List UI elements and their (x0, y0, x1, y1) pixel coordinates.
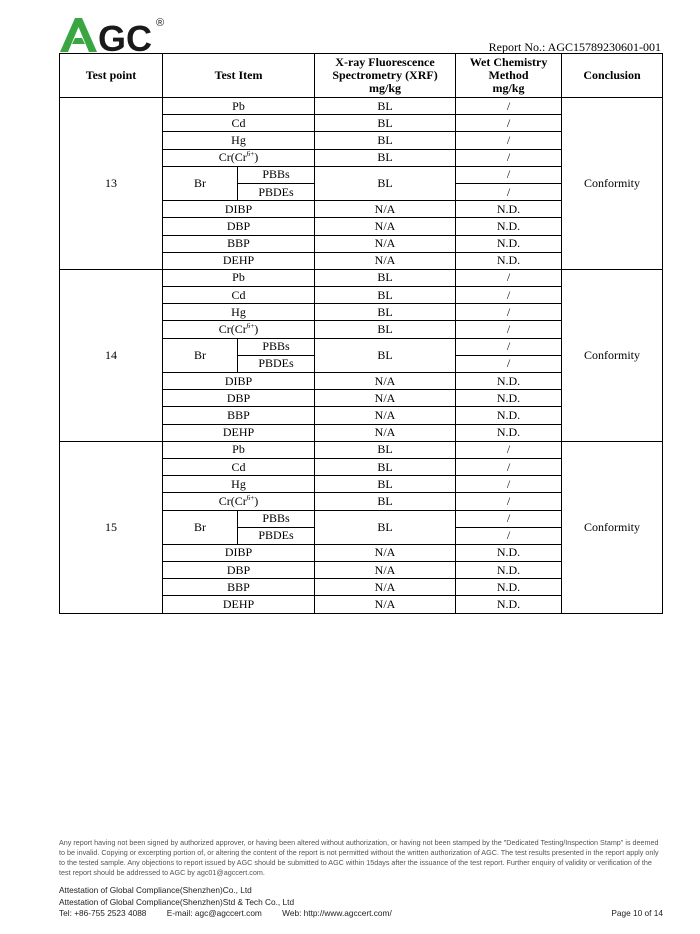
test-results-table (59, 53, 663, 614)
test-item-cell: Cd (163, 115, 315, 132)
page-number: Page 10 of 14 (611, 908, 663, 918)
br-sub-item-cell: PBDEs (238, 183, 315, 200)
xrf-cell: N/A (315, 218, 456, 235)
conclusion-cell: Conformity (562, 98, 663, 270)
wet-cell: / (456, 269, 562, 286)
wet-cell: / (456, 166, 562, 183)
xrf-cell: BL (315, 304, 456, 321)
test-point-group-13 (60, 98, 663, 270)
footer-tel: Tel: +86-755 2523 4088 (59, 908, 147, 918)
wet-cell: N.D. (456, 252, 562, 269)
wet-cell: / (456, 476, 562, 493)
br-label-cell: Br (163, 338, 238, 372)
xrf-cell: N/A (315, 407, 456, 424)
test-item-cell: DEHP (163, 596, 315, 613)
test-item-cell: Pb (163, 441, 315, 458)
wet-cell: N.D. (456, 596, 562, 613)
wet-cell: N.D. (456, 544, 562, 561)
xrf-cell: N/A (315, 424, 456, 441)
xrf-cell: N/A (315, 235, 456, 252)
wet-cell: / (456, 458, 562, 475)
wet-cell: / (456, 304, 562, 321)
xrf-cell: BL (315, 115, 456, 132)
footer-disclaimer: Any report having not been signed by authorized approver, or having been altered without authorization, or having not been stamped by the "Dedicated Testing/Inspection Stamp" is deemed to be invalid. Copying or excerpting portion of, or altering the content of the report is not permitted without the written authorization of AGC. The test results presented in the report apply only to the tested sample. Any objections to report issued by AGC should be submitted to AGC within 15days after the issuance of the test report. Further enquiry of validity or verification of the test report should be addressed to AGC by agc01@agccert.com. (59, 838, 659, 877)
company-name-2: Attestation of Global Compliance(Shenzhen)Std & Tech Co., Ltd (59, 896, 295, 907)
xrf-cell: BL (315, 166, 456, 200)
wet-cell: N.D. (456, 407, 562, 424)
test-item-cell: Cd (163, 287, 315, 304)
xrf-cell: BL (315, 287, 456, 304)
logo-registered-mark: ® (156, 17, 165, 29)
test-item-cell: DEHP (163, 252, 315, 269)
test-item-cell: DIBP (163, 544, 315, 561)
br-sub-item-cell: PBBs (238, 510, 315, 527)
header-xrf: X-ray Fluorescence Spectrometry (XRF) mg/kg (315, 54, 456, 98)
test-item-cell: DIBP (163, 201, 315, 218)
wet-cell: / (456, 527, 562, 544)
footer-attestation (59, 885, 663, 920)
test-item-cell: $Cr(Cr^{6+})$ (163, 321, 315, 338)
wet-cell: N.D. (456, 218, 562, 235)
test-item-cell: DBP (163, 218, 315, 235)
logo-gc-text: GC (98, 18, 152, 54)
xrf-cell: N/A (315, 373, 456, 390)
agc-logo-mark (60, 14, 170, 54)
xrf-cell: N/A (315, 390, 456, 407)
xrf-cell: N/A (315, 579, 456, 596)
xrf-cell: N/A (315, 562, 456, 579)
wet-cell: / (456, 321, 562, 338)
wet-cell: / (456, 493, 562, 510)
br-label-cell: Br (163, 510, 238, 544)
xrf-cell: BL (315, 98, 456, 115)
table-header-row (60, 54, 663, 98)
xrf-cell: BL (315, 132, 456, 149)
wet-cell: N.D. (456, 373, 562, 390)
test-point-group-15 (60, 441, 663, 613)
xrf-cell: BL (315, 510, 456, 544)
wet-cell: N.D. (456, 579, 562, 596)
test-point-cell: 14 (60, 269, 163, 441)
footer-email: E-mail: agc@agccert.com (166, 908, 262, 918)
test-item-cell: Cd (163, 458, 315, 475)
header-test-point: Test point (60, 54, 163, 98)
wet-cell: / (456, 287, 562, 304)
wet-cell: / (456, 355, 562, 372)
xrf-cell: BL (315, 493, 456, 510)
wet-cell: / (456, 149, 562, 166)
company-name-1: Attestation of Global Compliance(Shenzhen)Co., Ltd (59, 885, 252, 895)
test-point-cell: 13 (60, 98, 163, 270)
xrf-cell: N/A (315, 596, 456, 613)
wet-cell: / (456, 441, 562, 458)
br-sub-item-cell: PBDEs (238, 527, 315, 544)
wet-cell: N.D. (456, 235, 562, 252)
xrf-cell: BL (315, 269, 456, 286)
xrf-cell: N/A (315, 201, 456, 218)
test-item-cell: Hg (163, 476, 315, 493)
logo-a-crossbar (72, 38, 85, 44)
xrf-cell: BL (315, 149, 456, 166)
xrf-cell: BL (315, 338, 456, 372)
wet-cell: / (456, 132, 562, 149)
wet-cell: / (456, 183, 562, 200)
wet-cell: / (456, 510, 562, 527)
wet-cell: / (456, 338, 562, 355)
test-point-group-14 (60, 269, 663, 441)
test-item-cell: $Cr(Cr^{6+})$ (163, 493, 315, 510)
table-row (60, 269, 663, 286)
br-sub-item-cell: PBBs (238, 166, 315, 183)
wet-cell: / (456, 98, 562, 115)
agc-logo (60, 14, 170, 54)
br-sub-item-cell: PBDEs (238, 355, 315, 372)
report-number: Report No.: AGC15789230601-001 (488, 40, 661, 54)
xrf-cell: N/A (315, 544, 456, 561)
br-sub-item-cell: PBBs (238, 338, 315, 355)
xrf-cell: BL (315, 476, 456, 493)
xrf-cell: BL (315, 458, 456, 475)
logo-a-shape (60, 18, 97, 52)
test-item-cell: DBP (163, 562, 315, 579)
test-item-cell: $Cr(Cr^{6+})$ (163, 149, 315, 166)
test-item-cell: DBP (163, 390, 315, 407)
test-item-cell: DEHP (163, 424, 315, 441)
xrf-cell: N/A (315, 252, 456, 269)
footer-web: Web: http://www.agccert.com/ (282, 908, 392, 918)
header-wet-chemistry: Wet Chemistry Method mg/kg (456, 54, 562, 98)
wet-cell: N.D. (456, 562, 562, 579)
table-row (60, 98, 663, 115)
wet-cell: N.D. (456, 201, 562, 218)
conclusion-cell: Conformity (562, 441, 663, 613)
header-conclusion: Conclusion (562, 54, 663, 98)
test-item-cell: BBP (163, 235, 315, 252)
table-row (60, 441, 663, 458)
wet-cell: / (456, 115, 562, 132)
test-item-cell: Pb (163, 269, 315, 286)
test-item-cell: BBP (163, 407, 315, 424)
test-item-cell: Hg (163, 132, 315, 149)
br-label-cell: Br (163, 166, 238, 200)
test-item-cell: Pb (163, 98, 315, 115)
test-point-cell: 15 (60, 441, 163, 613)
wet-cell: N.D. (456, 390, 562, 407)
wet-cell: N.D. (456, 424, 562, 441)
contact-line (59, 908, 663, 920)
conclusion-cell: Conformity (562, 269, 663, 441)
header-test-item: Test Item (163, 54, 315, 98)
test-item-cell: BBP (163, 579, 315, 596)
xrf-cell: BL (315, 441, 456, 458)
test-item-cell: Hg (163, 304, 315, 321)
test-item-cell: DIBP (163, 373, 315, 390)
xrf-cell: BL (315, 321, 456, 338)
